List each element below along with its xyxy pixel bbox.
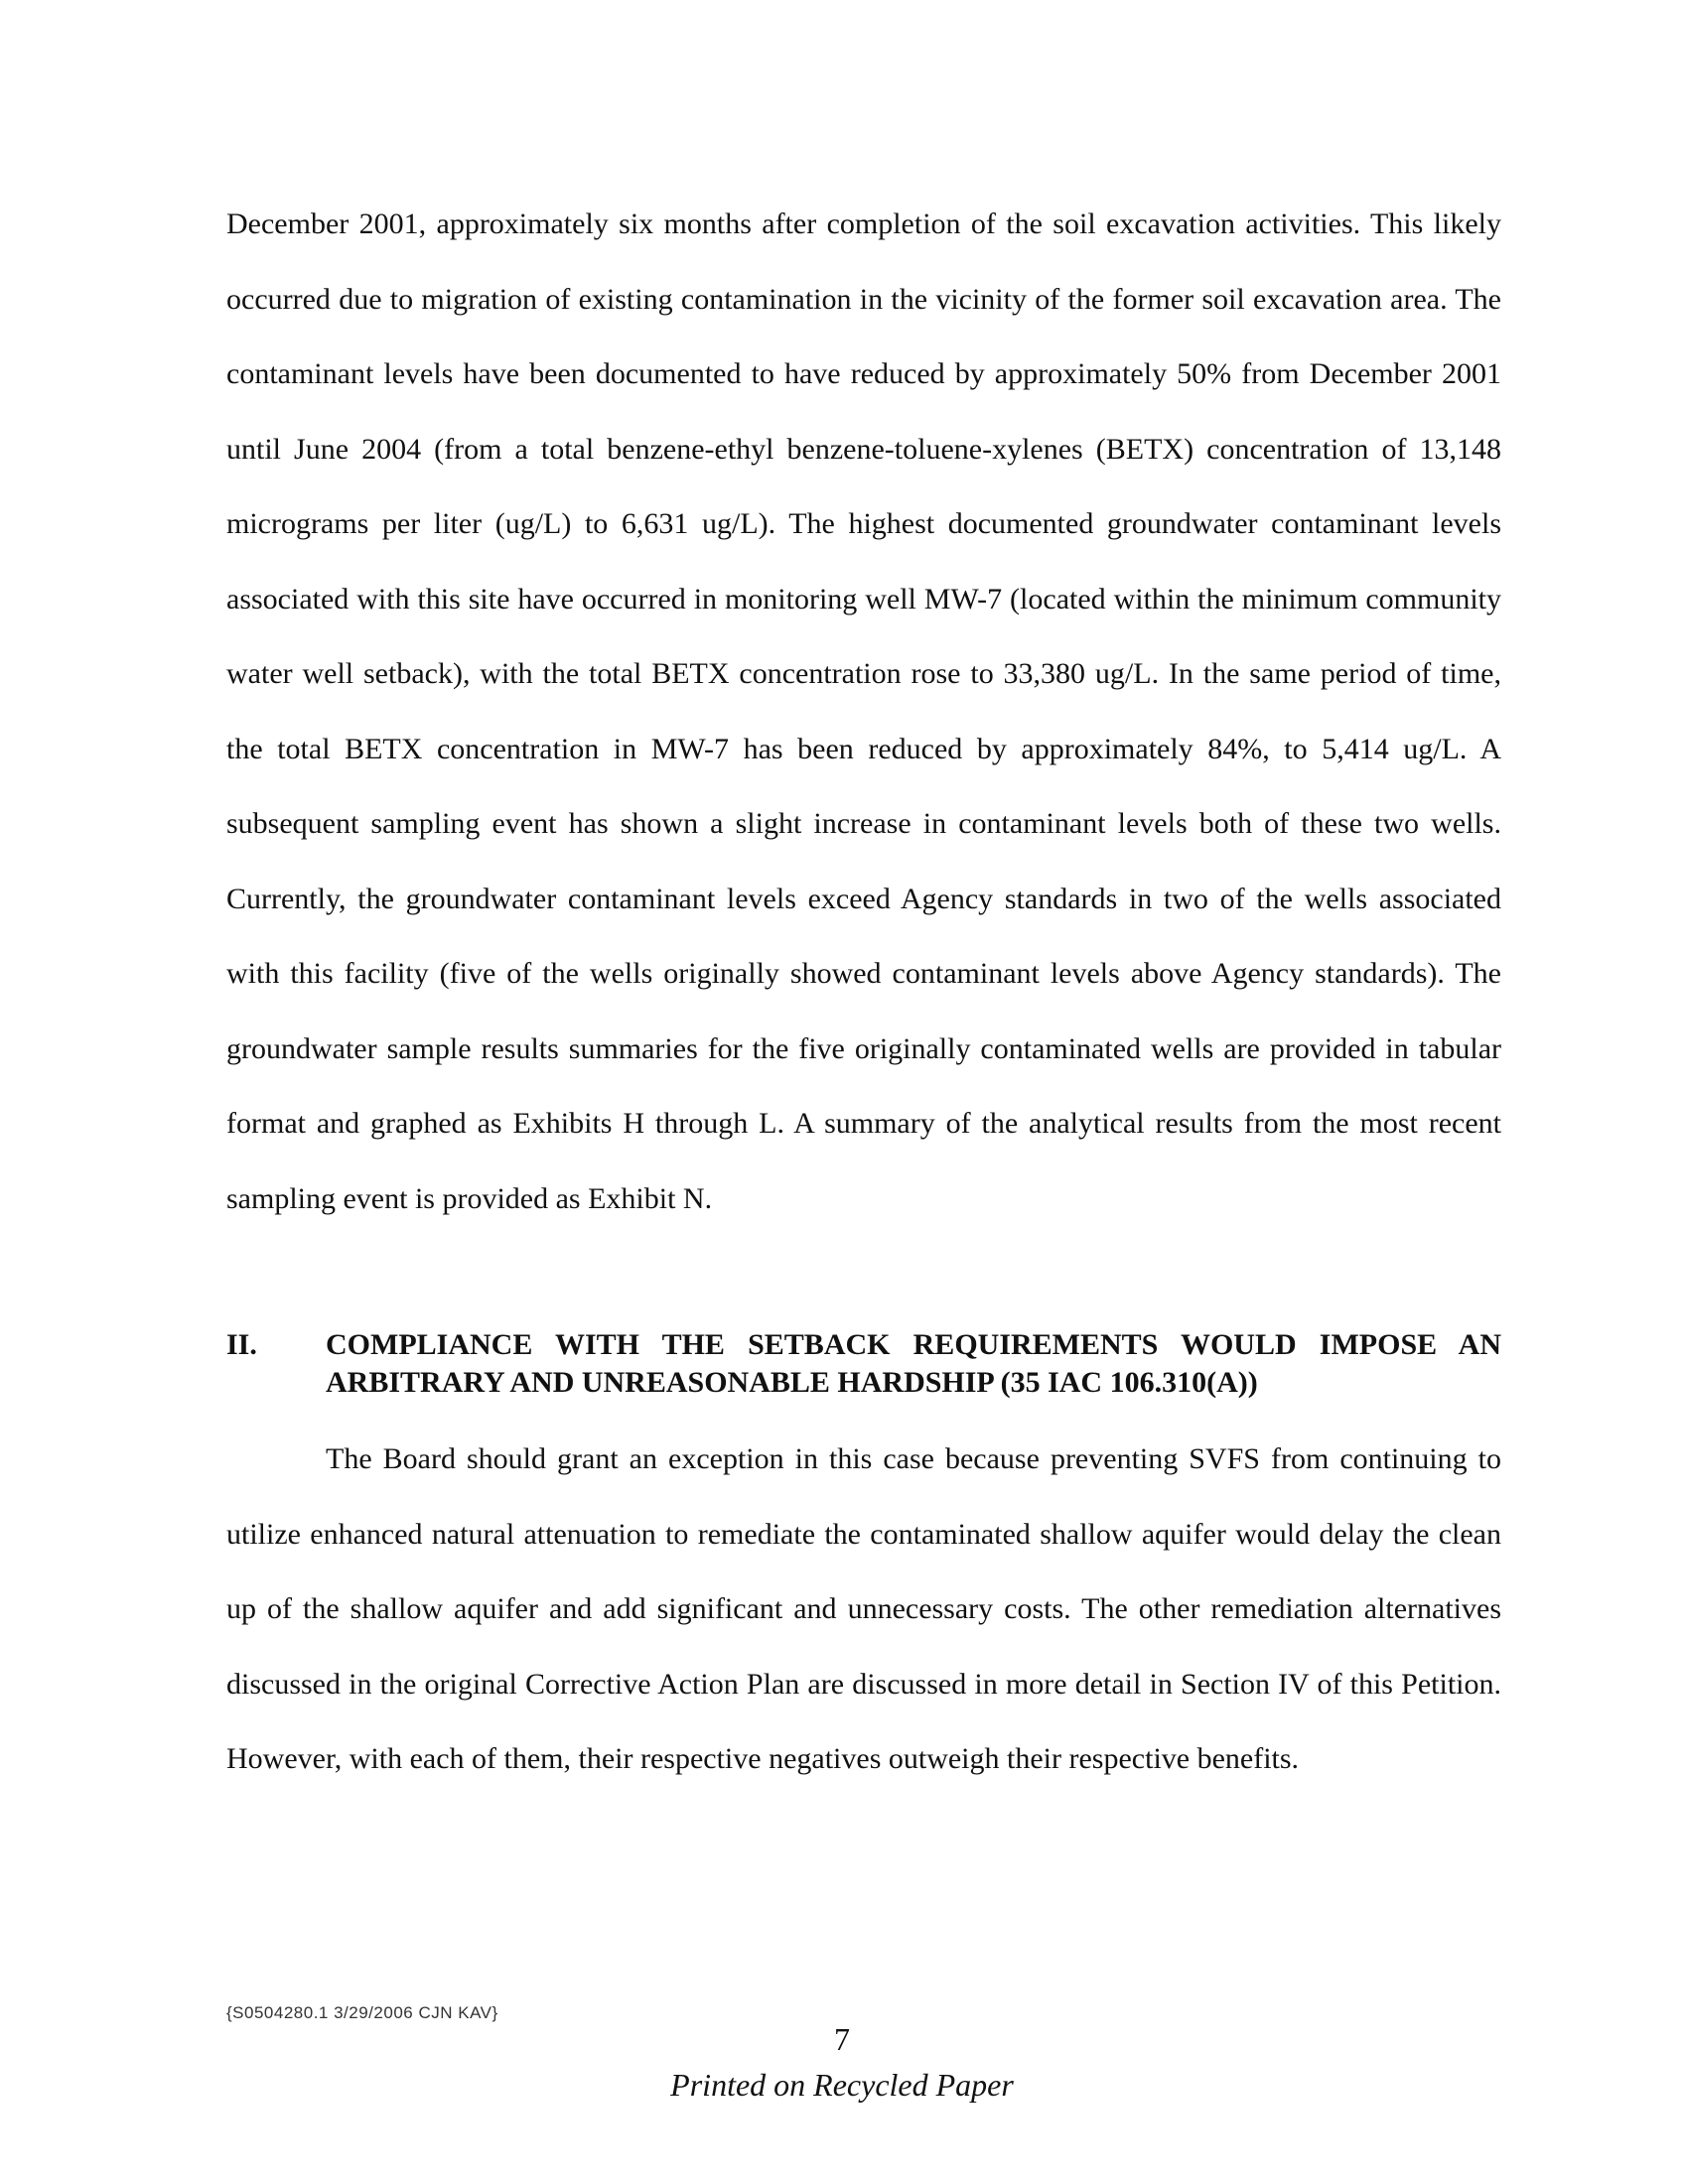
document-id-footer: {S0504280.1 3/29/2006 CJN KAV}: [226, 2003, 498, 2022]
page-number: 7: [834, 2021, 850, 2057]
section-heading: [226, 1326, 1501, 1402]
body-paragraph-1: December 2001, approximately six months after completion of the soil excavation activities. This likely occurred due to migration of existing contamination in the vicinity of the former soil excavation area. The contaminant levels have been documented to have reduced by approximately 50% from December 2001 until June 2004 (from a total benzene-ethyl benzene-toluene-xylenes (BETX) concentration of 13,148 micrograms per liter (ug/L) to 6,631 ug/L). The highest documented groundwater contaminant levels associated with this site have occurred in monitoring well MW-7 (located within the minimum community water well setback), with the total BETX concentration rose to 33,380 ug/L. In the same period of time, the total BETX concentration in MW-7 has been reduced by approximately 84%, to 5,414 ug/L. A subsequent sampling event has shown a slight increase in contaminant levels both of these two wells. Currently, the groundwater contaminant levels exceed Agency standards in two of the wells associated with this facility (five of the wells originally showed contaminant levels above Agency standards). The groundwater sample results summaries for the five originally contaminated wells are provided in tabular format and graphed as Exhibits H through L. A summary of the analytical results from the most recent sampling event is provided as Exhibit N.: [226, 207, 1501, 1215]
section-number: II.: [226, 1328, 257, 1361]
recycled-paper-note: Printed on Recycled Paper: [670, 2067, 1014, 2103]
body-paragraph-2: The Board should grant an exception in this case because preventing SVFS from continuing to utilize enhanced natural attenuation to remediate the contaminated shallow aquifer would delay the clean up of the shallow aquifer and add significant and unnecessary costs. The other remediation alternatives discussed in the original Corrective Action Plan are discussed in more detail in Section IV of this Petition. However, with each of them, their respective negatives outweigh their respective benefits.: [226, 1442, 1501, 1775]
section-title: COMPLIANCE WITH THE SETBACK REQUIREMENTS WOULD IMPOSE AN ARBITRARY AND UNREASONABLE HARDSHIP (35 IAC 106.310(A)): [326, 1328, 1501, 1399]
